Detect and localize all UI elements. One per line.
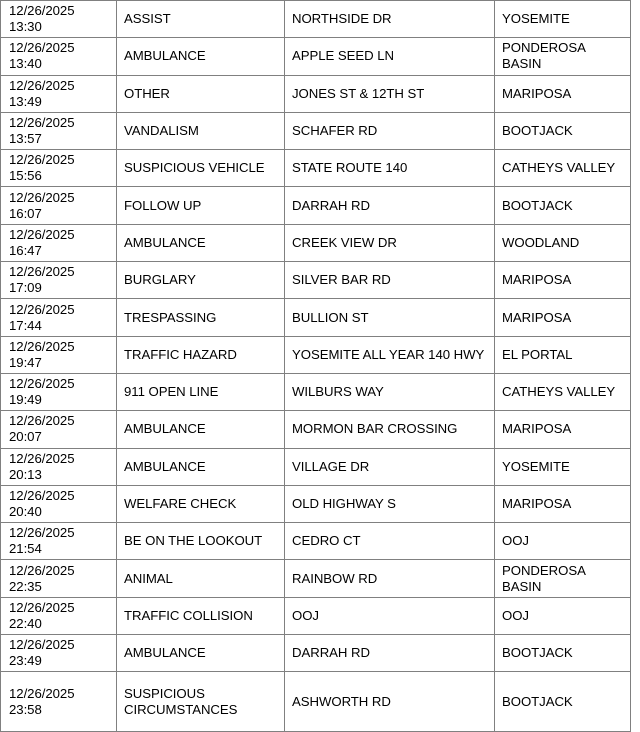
cell-area: BOOTJACK	[495, 635, 631, 672]
cell-location: RAINBOW RD	[285, 560, 495, 597]
cell-datetime: 12/26/2025 23:58	[1, 672, 117, 732]
cell-type: 911 OPEN LINE	[117, 373, 285, 410]
table-row	[1, 224, 631, 261]
table-row	[1, 373, 631, 410]
cell-area: OOJ	[495, 523, 631, 560]
cell-type: AMBULANCE	[117, 411, 285, 448]
cell-location: APPLE SEED LN	[285, 38, 495, 75]
table-row	[1, 597, 631, 634]
cell-type: AMBULANCE	[117, 448, 285, 485]
cell-area: OOJ	[495, 597, 631, 634]
cell-type: SUSPICIOUS CIRCUMSTANCES	[117, 672, 285, 732]
cell-area: YOSEMITE	[495, 1, 631, 38]
table-row	[1, 635, 631, 672]
cell-location: DARRAH RD	[285, 187, 495, 224]
dispatch-log-body	[1, 1, 631, 732]
cell-type: VANDALISM	[117, 112, 285, 149]
cell-type: TRAFFIC COLLISION	[117, 597, 285, 634]
cell-location: MORMON BAR CROSSING	[285, 411, 495, 448]
cell-location: JONES ST & 12TH ST	[285, 75, 495, 112]
cell-type: TRAFFIC HAZARD	[117, 336, 285, 373]
cell-datetime: 12/26/2025 13:57	[1, 112, 117, 149]
cell-location: CEDRO CT	[285, 523, 495, 560]
cell-type: AMBULANCE	[117, 224, 285, 261]
cell-datetime: 12/26/2025 15:56	[1, 150, 117, 187]
cell-datetime: 12/26/2025 16:07	[1, 187, 117, 224]
cell-area: BOOTJACK	[495, 112, 631, 149]
cell-area: PONDEROSA BASIN	[495, 560, 631, 597]
cell-location: DARRAH RD	[285, 635, 495, 672]
cell-location: NORTHSIDE DR	[285, 1, 495, 38]
cell-area: YOSEMITE	[495, 448, 631, 485]
cell-area: BOOTJACK	[495, 187, 631, 224]
cell-datetime: 12/26/2025 20:07	[1, 411, 117, 448]
cell-location: ASHWORTH RD	[285, 672, 495, 732]
cell-type: ASSIST	[117, 1, 285, 38]
cell-datetime: 12/26/2025 22:40	[1, 597, 117, 634]
table-row	[1, 411, 631, 448]
cell-datetime: 12/26/2025 23:49	[1, 635, 117, 672]
table-row	[1, 485, 631, 522]
table-row	[1, 187, 631, 224]
cell-location: SCHAFER RD	[285, 112, 495, 149]
cell-datetime: 12/26/2025 21:54	[1, 523, 117, 560]
cell-datetime: 12/26/2025 20:40	[1, 485, 117, 522]
cell-area: MARIPOSA	[495, 411, 631, 448]
cell-location: BULLION ST	[285, 299, 495, 336]
cell-datetime: 12/26/2025 17:44	[1, 299, 117, 336]
table-row	[1, 38, 631, 75]
cell-datetime: 12/26/2025 19:49	[1, 373, 117, 410]
cell-area: BOOTJACK	[495, 672, 631, 732]
cell-type: AMBULANCE	[117, 38, 285, 75]
cell-area: CATHEYS VALLEY	[495, 373, 631, 410]
cell-datetime: 12/26/2025 16:47	[1, 224, 117, 261]
table-row	[1, 262, 631, 299]
cell-location: CREEK VIEW DR	[285, 224, 495, 261]
table-row	[1, 672, 631, 732]
cell-type: SUSPICIOUS VEHICLE	[117, 150, 285, 187]
cell-location: WILBURS WAY	[285, 373, 495, 410]
cell-datetime: 12/26/2025 13:40	[1, 38, 117, 75]
cell-type: BURGLARY	[117, 262, 285, 299]
cell-area: WOODLAND	[495, 224, 631, 261]
cell-datetime: 12/26/2025 13:49	[1, 75, 117, 112]
cell-location: VILLAGE DR	[285, 448, 495, 485]
cell-area: MARIPOSA	[495, 75, 631, 112]
cell-type: WELFARE CHECK	[117, 485, 285, 522]
cell-type: AMBULANCE	[117, 635, 285, 672]
cell-area: CATHEYS VALLEY	[495, 150, 631, 187]
table-row	[1, 75, 631, 112]
cell-location: SILVER BAR RD	[285, 262, 495, 299]
table-row	[1, 560, 631, 597]
table-row	[1, 1, 631, 38]
cell-type: ANIMAL	[117, 560, 285, 597]
table-row	[1, 336, 631, 373]
cell-datetime: 12/26/2025 19:47	[1, 336, 117, 373]
cell-area: MARIPOSA	[495, 262, 631, 299]
cell-area: MARIPOSA	[495, 485, 631, 522]
table-row	[1, 299, 631, 336]
cell-type: BE ON THE LOOKOUT	[117, 523, 285, 560]
cell-type: FOLLOW UP	[117, 187, 285, 224]
cell-location: STATE ROUTE 140	[285, 150, 495, 187]
table-row	[1, 150, 631, 187]
cell-datetime: 12/26/2025 22:35	[1, 560, 117, 597]
cell-location: OLD HIGHWAY S	[285, 485, 495, 522]
table-row	[1, 112, 631, 149]
cell-datetime: 12/26/2025 17:09	[1, 262, 117, 299]
table-row	[1, 448, 631, 485]
cell-datetime: 12/26/2025 20:13	[1, 448, 117, 485]
cell-location: OOJ	[285, 597, 495, 634]
table-row	[1, 523, 631, 560]
cell-area: EL PORTAL	[495, 336, 631, 373]
cell-type: OTHER	[117, 75, 285, 112]
cell-area: PONDEROSA BASIN	[495, 38, 631, 75]
cell-datetime: 12/26/2025 13:30	[1, 1, 117, 38]
cell-location: YOSEMITE ALL YEAR 140 HWY	[285, 336, 495, 373]
cell-area: MARIPOSA	[495, 299, 631, 336]
cell-type: TRESPASSING	[117, 299, 285, 336]
